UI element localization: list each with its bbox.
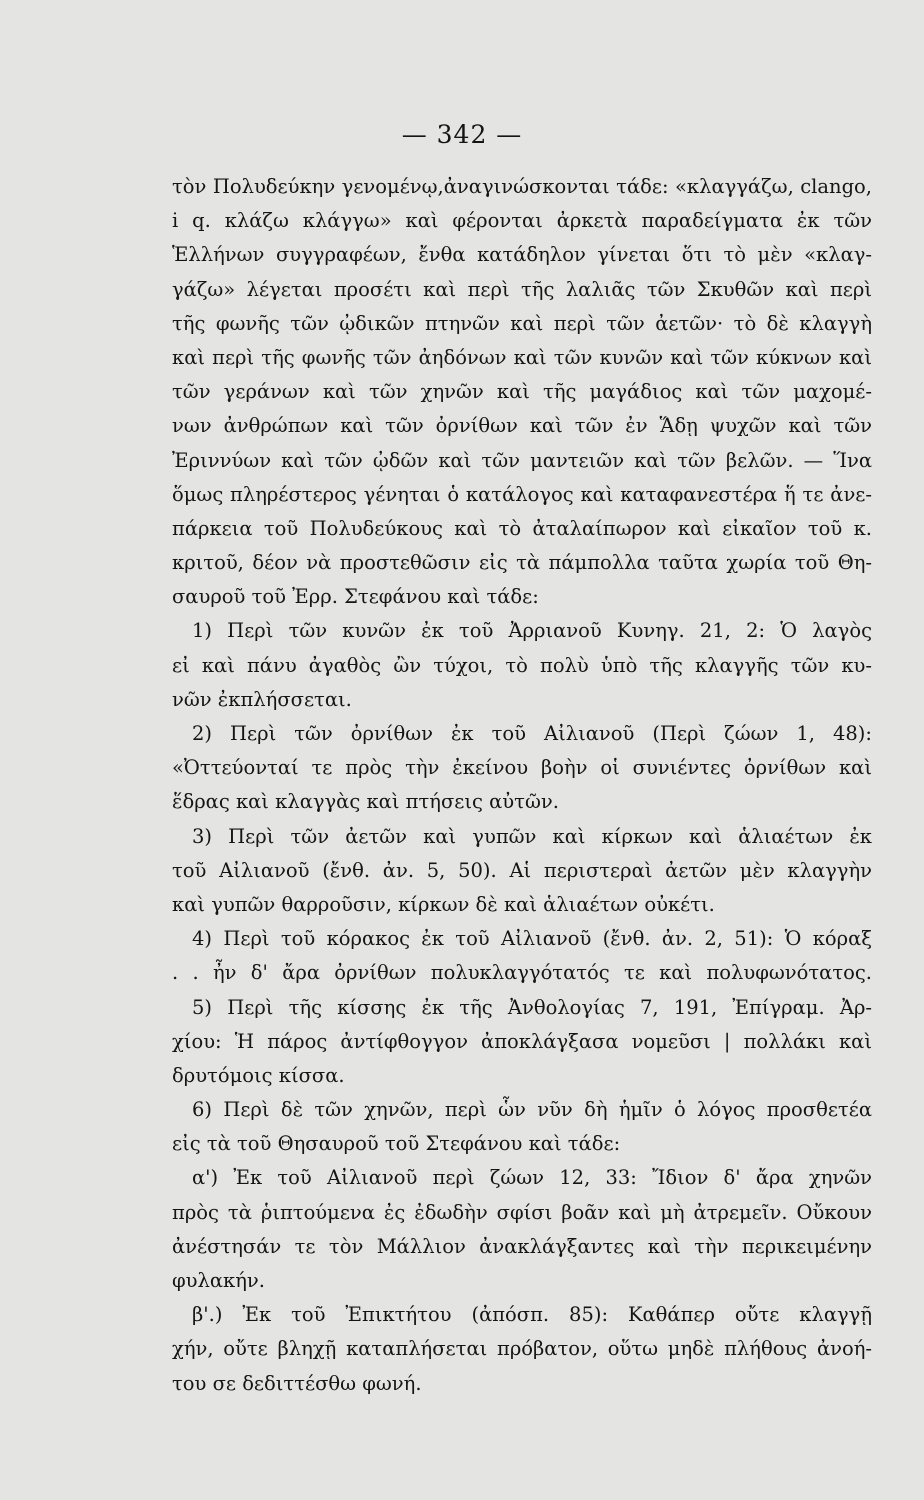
text-line: τὸν Πολυδεύκην γενομένῳ,ἀναγινώσκονται τάδε: «κλαγγάζω, clango, — [172, 175, 872, 198]
text-line: i q. κλάζω κλάγγω» καὶ φέρονται ἀρκετὰ παραδείγματα ἐκ τῶν — [172, 209, 872, 233]
text-line: δρυτόμοις κίσσα. — [172, 1063, 345, 1087]
text-line: 6) Περὶ δὲ τῶν χηνῶν, περὶ ὧν νῦν δὴ ἡμῖν ὁ λόγος προσθετέα — [192, 1098, 872, 1122]
text-line: τῶν γεράνων καὶ τῶν χηνῶν καὶ τῆς μαγάδιος καὶ τῶν μαχομέ- — [172, 380, 872, 404]
text-line: χήν, οὔτε βληχῇ καταπλήσεται πρόβατον, οὕτω μηδὲ πλήθους ἀνοή- — [172, 1337, 872, 1361]
text-line: 1) Περὶ τῶν κυνῶν ἐκ τοῦ Ἀρριανοῦ Κυνηγ. 21, 2: Ὁ λαγὸς — [192, 619, 872, 643]
text-line: εἰ καὶ πάνυ ἀγαθὸς ὢν τύχοι, τὸ πολὺ ὑπὸ τῆς κλαγγῆς τῶν κυ- — [172, 653, 872, 677]
text-line: «Ὀττεύονταί τε πρὸς τὴν ἐκείνου βοὴν οἱ συνιέντες ὀρνίθων καὶ — [172, 756, 872, 780]
text-line: νῶν ἐκπλήσσεται. — [172, 687, 352, 711]
page-text-block — [172, 170, 872, 1401]
text-line: ὅμως πληρέστερος γένηται ὁ κατάλογος καὶ καταφανεστέρα ἥ τε ἀνε- — [172, 482, 872, 506]
text-line: 5) Περὶ τῆς κίσσης ἐκ τῆς Ἀνθολογίας 7, 191, Ἐπίγραμ. Ἀρ- — [192, 995, 872, 1019]
text-line: τοῦ Αἰλιανοῦ (ἔνθ. ἀν. 5, 50). Αἱ περιστεραὶ ἀετῶν μὲν κλαγγὴν — [172, 858, 872, 882]
text-line: ἕδρας καὶ κλαγγὰς καὶ πτήσεις αὐτῶν. — [172, 790, 559, 814]
text-line: β'.) Ἐκ τοῦ Ἐπικτήτου (ἀπόσπ. 85): Καθάπερ οὔτε κλαγγῇ — [192, 1303, 872, 1327]
text-line: πάρκεια τοῦ Πολυδεύκους καὶ τὸ ἀταλαίπωρον καὶ εἰκαῖον τοῦ κ. — [172, 516, 872, 540]
text-line: Ἑλλήνων συγγραφέων, ἔνθα κατάδηλον γίνεται ὅτι τὸ μὲν «κλαγ- — [172, 243, 872, 267]
text-line: γάζω» λέγεται προσέτι καὶ περὶ τῆς λαλιᾶς τῶν Σκυθῶν καὶ περὶ — [172, 277, 872, 301]
text-line: νων ἀνθρώπων καὶ τῶν ὀρνίθων καὶ τῶν ἐν Ἅδῃ ψυχῶν καὶ τῶν — [172, 414, 872, 438]
text-line: ἀνέστησάν τε τὸν Μάλλιον ἀνακλάγξαντες καὶ τὴν περικειμένην — [172, 1234, 872, 1258]
page-number: — 342 — — [401, 120, 523, 149]
text-line: α') Ἐκ τοῦ Αἰλιανοῦ περὶ ζώων 12, 33: Ἴδιον δ' ἄρα χηνῶν — [192, 1166, 872, 1190]
text-line: πρὸς τὰ ῥιπτούμενα ἐς ἐδωδὴν σφίσι βοᾶν καὶ μὴ ἀτρεμεῖν. Οὔκουν — [172, 1200, 872, 1224]
text-line: 4) Περὶ τοῦ κόρακος ἐκ τοῦ Αἰλιανοῦ (ἔνθ. ἀν. 2, 51): Ὁ κόραξ — [192, 927, 872, 951]
text-line: σαυροῦ τοῦ Ἐρρ. Στεφάνου καὶ τάδε: — [172, 585, 539, 609]
text-line: 2) Περὶ τῶν ὀρνίθων ἐκ τοῦ Αἰλιανοῦ (Περὶ ζώων 1, 48): — [192, 722, 872, 745]
text-line: καὶ περὶ τῆς φωνῆς τῶν ἀηδόνων καὶ τῶν κυνῶν καὶ τῶν κύκνων καὶ — [172, 345, 872, 369]
text-line: . . ἦν δ' ἄρα ὀρνίθων πολυκλαγγότατός τε καὶ πολυφωνότατος. — [172, 961, 872, 985]
text-line: 3) Περὶ τῶν ἀετῶν καὶ γυπῶν καὶ κίρκων καὶ ἁλιαέτων ἐκ — [192, 824, 872, 848]
text-line: κριτοῦ, δέον νὰ προστεθῶσιν εἰς τὰ πάμπολλα ταῦτα χωρία τοῦ Θη- — [172, 551, 872, 575]
text-line: εἰς τὰ τοῦ Θησαυροῦ τοῦ Στεφάνου καὶ τάδε: — [172, 1132, 621, 1156]
text-line: καὶ γυπῶν θαρροῦσιν, κίρκων δὲ καὶ ἁλιαέτων οὐκέτι. — [172, 892, 715, 916]
text-line: Ἐριννύων καὶ τῶν ᾠδῶν καὶ τῶν μαντειῶν καὶ τῶν βελῶν. — Ἵνα — [172, 448, 872, 472]
text-line: τῆς φωνῆς τῶν ᾠδικῶν πτηνῶν καὶ περὶ τῶν ἀετῶν· τὸ δὲ κλαγγὴ — [172, 311, 872, 335]
text-line: χίου: Ἡ πάρος ἀντίφθογγον ἀποκλάγξασα νομεῦσι | πολλάκι καὶ — [172, 1029, 872, 1053]
text-line: του σε δεδιττέσθω φωνή. — [172, 1371, 422, 1395]
text-line: φυλακήν. — [172, 1269, 265, 1292]
